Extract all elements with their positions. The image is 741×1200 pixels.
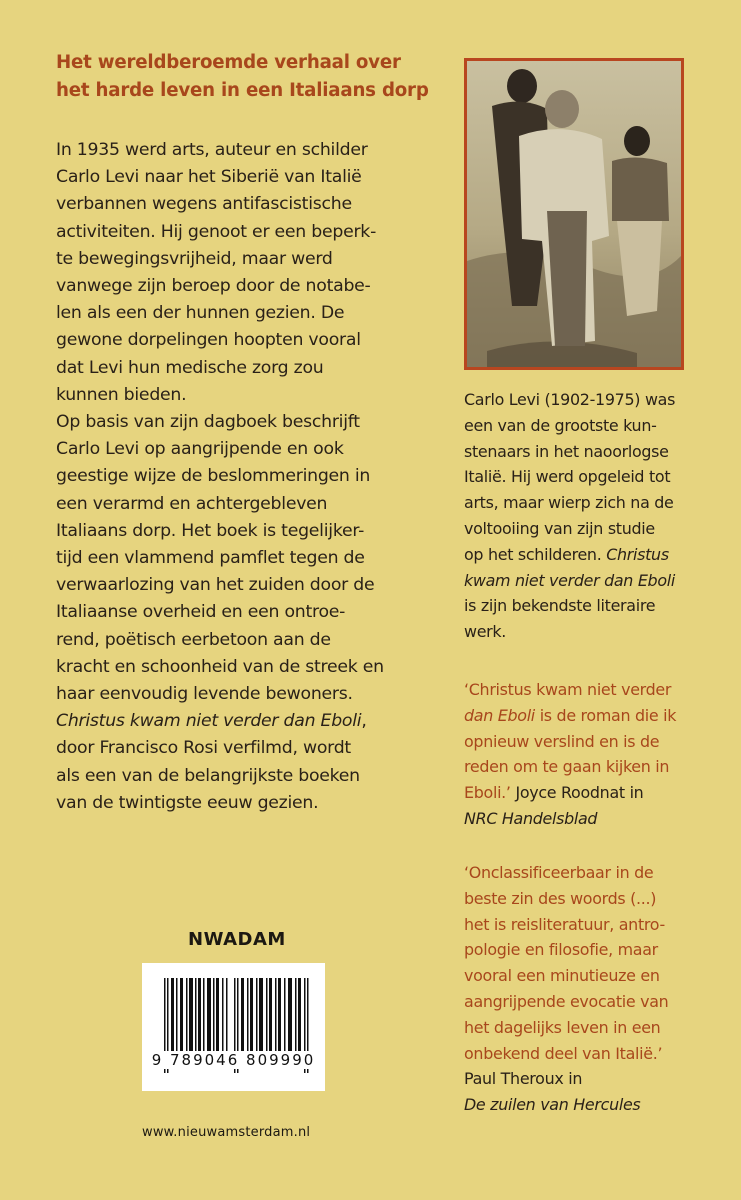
description-text (56, 137, 456, 817)
quote-line: vooral een minutieuze en (464, 966, 660, 986)
body-line: dat Levi hun medische zorg zou (56, 357, 324, 378)
photo-illustration (467, 61, 681, 367)
bio-line: stenaars in het naoorlogse (464, 441, 669, 461)
punctuation: , (361, 711, 367, 732)
headline (56, 49, 456, 105)
quote-line: het dagelijks leven in een (464, 1017, 661, 1037)
quote-text: is de roman die ik (534, 705, 677, 725)
body-line: rend, poëtisch eerbetoon aan de (56, 629, 331, 650)
body-line: haar eenvoudig levende bewoners. (56, 684, 353, 705)
quote-source: Joyce Roodnat in (510, 783, 644, 803)
body-line: Italiaans dorp. Het boek is tegelijker- (56, 520, 365, 541)
body-line: tijd een vlammend pamflet tegen de (56, 548, 365, 569)
body-line: verbannen wegens antifascistische (56, 194, 352, 215)
bio-line: voltooiing van zijn studie (464, 518, 655, 538)
body-line: activiteiten. Hij genoot er een beperk- (56, 221, 377, 242)
book-title: kwam niet verder dan Eboli (464, 570, 675, 590)
quote-line: het is reisliteratuur, antro- (464, 914, 665, 934)
barcode (142, 963, 325, 1091)
quote-text: Eboli.’ (464, 783, 511, 803)
isbn-text: 9 789046 809990 (151, 1051, 316, 1069)
review-quote-theroux (464, 860, 734, 1118)
body-line: een verarmd en achtergebleven (56, 493, 328, 514)
book-title: Christus (606, 544, 669, 564)
body-line: Op basis van zijn dagboek beschrijft (56, 412, 360, 433)
review-quote-nrc (464, 677, 734, 832)
body-line: Carlo Levi op aangrijpende en ook (56, 439, 344, 460)
quote-line: beste zin des woords (...) (464, 888, 657, 908)
quote-line: pologie en filosofie, maar (464, 940, 658, 960)
body-line: kunnen bieden. (56, 384, 187, 405)
quote-publication: De zuilen van Hercules (464, 1095, 641, 1115)
quote-line: opnieuw verslind en is de (464, 731, 660, 751)
bio-text: op het schilderen. (464, 544, 607, 564)
quote-line: onbekend deel van Italië.’ (464, 1043, 663, 1063)
body-line: geestige wijze de beslommeringen in (56, 466, 371, 487)
isbn-number (142, 1051, 325, 1069)
publisher-logo: NWADAM (188, 929, 286, 950)
quote-line: ‘Onclassificeerbaar in de (464, 863, 654, 882)
quote-line: reden om te gaan kijken in (464, 757, 670, 777)
book-title: dan Eboli (464, 705, 535, 725)
body-line: verwaarlozing van het zuiden door de (56, 575, 375, 596)
body-line: kracht en schoonheid van de streek en (56, 656, 384, 677)
bio-line: een van de grootste kun- (464, 415, 657, 435)
quote-line (464, 780, 734, 806)
headline-line-1: Het wereldberoemde verhaal over (56, 52, 401, 73)
quote-line: aangrijpende evocatie van (464, 991, 669, 1011)
bio-line: werk. (464, 622, 507, 642)
quote-publication: NRC Handelsblad (464, 808, 598, 828)
quote-line (464, 703, 734, 729)
body-line: In 1935 werd arts, auteur en schilder (56, 140, 368, 160)
body-line: door Francisco Rosi verfilmd, wordt (56, 738, 351, 759)
body-line: als een van de belangrijkste boeken (56, 765, 360, 786)
bio-line: Italië. Hij werd opgeleid tot (464, 467, 671, 487)
author-photo (464, 58, 684, 370)
bio-line: is zijn bekendste literaire (464, 596, 656, 616)
bio-line: arts, maar wierp zich na de (464, 493, 674, 513)
book-title: Christus kwam niet verder dan Eboli (56, 711, 362, 732)
author-bio (464, 387, 734, 645)
body-line: Italiaanse overheid en een ontroe- (56, 602, 346, 623)
bio-line: Carlo Levi (1902-1975) was (464, 390, 676, 409)
body-line: len als een der hunnen gezien. De (56, 303, 345, 324)
quote-source: Paul Theroux in (464, 1069, 583, 1089)
bio-line (464, 542, 734, 568)
body-line: vanwege zijn beroep door de notabe- (56, 276, 371, 297)
body-line: van de twintigste eeuw gezien. (56, 792, 319, 813)
quote-line: ‘Christus kwam niet verder (464, 680, 672, 699)
publisher-website: www.nieuwamsterdam.nl (142, 1125, 311, 1140)
body-line: Carlo Levi naar het Siberië van Italië (56, 167, 362, 188)
body-line: gewone dorpelingen hoopten vooral (56, 330, 361, 351)
headline-line-2: het harde leven in een Italiaans dorp (56, 80, 429, 101)
body-line: te bewegingsvrijheid, maar werd (56, 248, 333, 269)
body-line (56, 708, 456, 735)
